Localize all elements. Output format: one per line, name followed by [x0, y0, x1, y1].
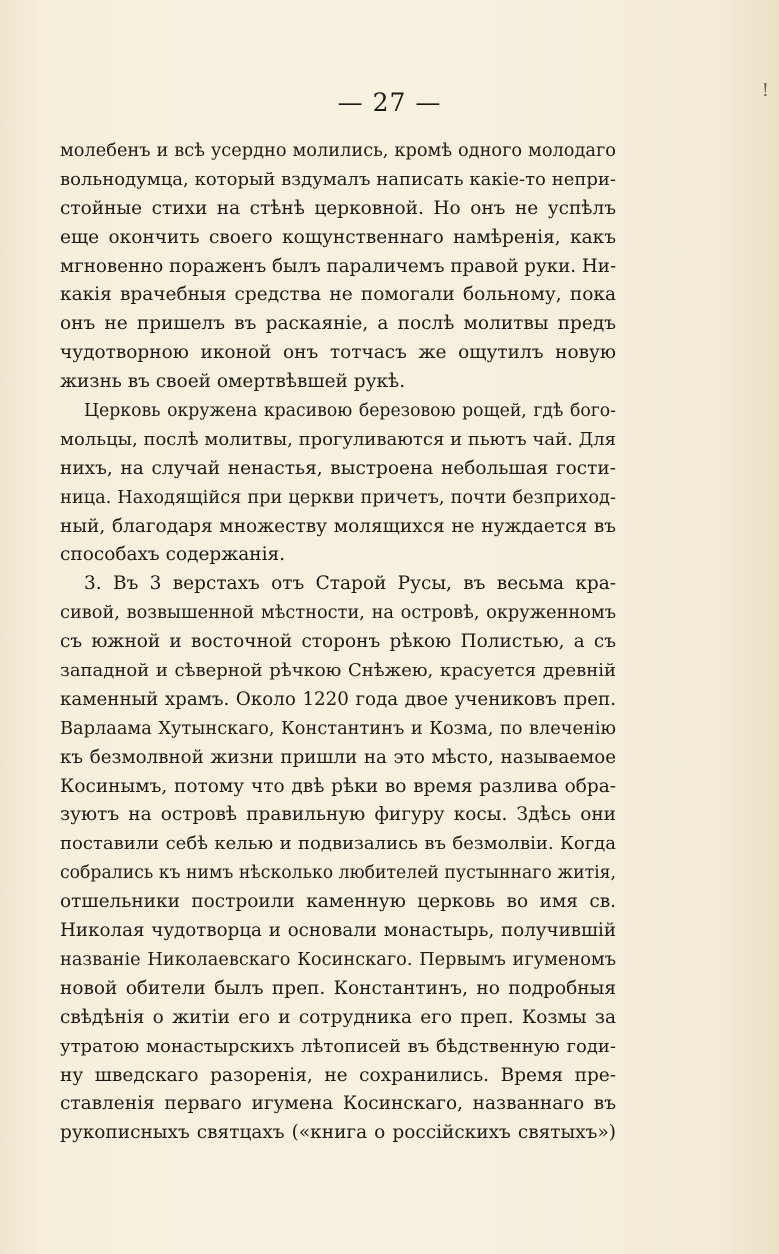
text-line: ставленія перваго игумена Косинскаго, названнаго въ	[60, 1093, 616, 1115]
text-line: еще окончить своего кощунственнаго намѣренія, какъ	[60, 226, 616, 248]
text-line: стойные стихи на стѣнѣ церковной. Но онъ не успѣлъ	[60, 197, 616, 219]
text-line: Косинымъ, потому что двѣ рѣки во время разлива обра-	[60, 775, 616, 797]
text-line: сивой, возвышенной мѣстности, на островѣ, окруженномъ	[60, 603, 616, 624]
text-line: зуютъ на островѣ правильную фигуру косы. Здѣсь они	[60, 804, 616, 826]
text-line: новой обители былъ преп. Константинъ, но подробныя	[60, 977, 616, 999]
text-line: онъ не пришелъ въ раскаяніе, а послѣ молитвы предъ	[60, 313, 616, 335]
text-line: западной и сѣверной рѣчкою Снѣжею, красуется древній	[60, 660, 616, 682]
text-line: молебенъ и всѣ усердно молились, кромѣ одного молодаго	[60, 141, 616, 161]
text-line: отшельники построили каменную церковь во имя св.	[60, 891, 616, 913]
text-line: рукописныхъ святцахъ («книга о россійскихъ святыхъ»)	[60, 1122, 616, 1144]
text-line: жизнь въ своей омертвѣвшей рукѣ.	[60, 371, 406, 393]
text-line: съ южной и восточной сторонъ рѣкою Полистью, а съ	[60, 631, 616, 653]
text-line: ница. Находящійся при церкви причетъ, почти безприход-	[60, 487, 616, 508]
text-line: способахъ содержанія.	[60, 544, 286, 566]
text-line: вольнодумца, который вздумалъ написать какіе-то непри-	[60, 168, 616, 190]
text-line: Николая чудотворца и основали монастырь, получившій	[60, 920, 616, 942]
text-line: ный, благодаря множеству молящихся не нуждается въ	[60, 515, 616, 537]
text-line: названіе Николаевскаго Косинскаго. Первымъ игуменомъ	[60, 949, 616, 970]
text-line: ну шведскаго разоренія, не сохранились. Время пре-	[60, 1064, 616, 1086]
text-line: утратою монастырскихъ лѣтописей въ бѣдственную годи-	[60, 1035, 616, 1057]
text-line: чудотворною иконой онъ тотчасъ же ощутилъ новую	[60, 342, 616, 364]
body-text	[60, 137, 616, 1148]
text-line: поставили себѣ келью и подвизались въ безмолвіи. Когда	[60, 833, 616, 855]
text-line: 3. Въ 3 верстахъ отъ Старой Русы, въ весьма кра-	[84, 573, 616, 595]
text-line: Церковь окружена красивою березовою рощей, гдѣ бого-	[84, 401, 616, 422]
text-line: Варлаама Хутынскаго, Константинъ и Козма, по влеченію	[60, 718, 616, 739]
text-line: мольцы, послѣ молитвы, прогуливаются и пьютъ чай. Для	[60, 428, 616, 450]
page-number: — 27 —	[337, 88, 442, 117]
text-line: къ безмолвной жизни пришли на это мѣсто, называемое	[60, 746, 616, 768]
text-line: каменный храмъ. Около 1220 года двое учениковъ преп.	[60, 688, 616, 710]
text-line: нихъ, на случай ненастья, выстроена небольшая гости-	[60, 457, 616, 479]
text-line: собрались къ нимъ нѣсколько любителей пустыннаго житія,	[60, 863, 616, 884]
text-line: какія врачебныя средства не помогали больному, пока	[60, 284, 616, 306]
text-line: мгновенно пораженъ былъ параличемъ правой руки. Ни-	[60, 255, 616, 277]
margin-mark: !	[761, 80, 769, 101]
text-line: свѣдѣнія о житіи его и сотрудника его преп. Козмы за	[60, 1006, 616, 1028]
